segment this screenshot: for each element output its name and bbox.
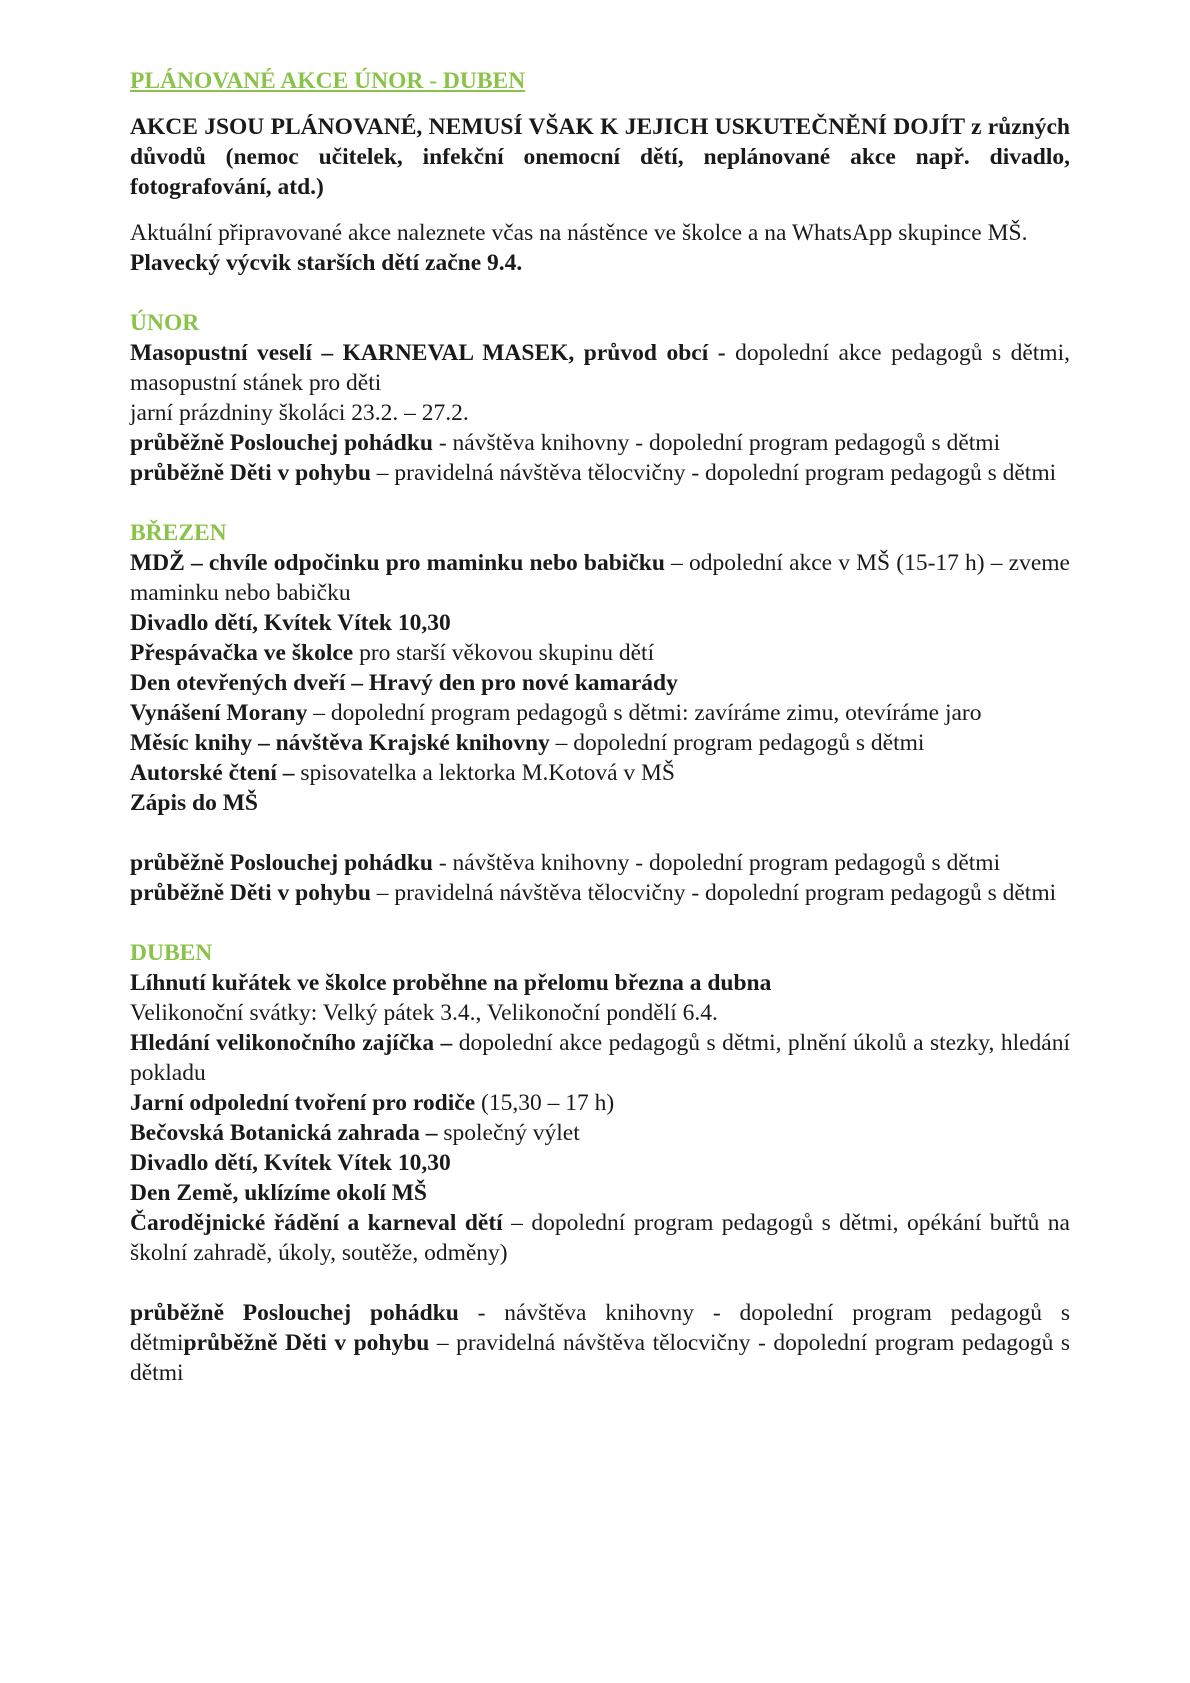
event-autorske-cteni: Autorské čtení – spisovatelka a lektorka M.Kotová v MŠ (130, 760, 675, 786)
document-page (130, 66, 1070, 1388)
section-heading-unor: ÚNOR (130, 310, 200, 336)
event-poslouchej: průběžně Poslouchej pohádku - návštěva knihovny - dopolední program pedagogů s dětmi (130, 430, 1001, 456)
event-kuratka: Líhnutí kuřátek ve školce proběhne na přelomu března a dubna (130, 970, 772, 996)
event-poslouchej: průběžně Poslouchej pohádku - návštěva knihovny - dopolední program pedagogů s dětmi (130, 850, 1001, 876)
event-prespavacka: Přespávačka ve školce pro starší věkovou skupinu dětí (130, 640, 655, 666)
event-masopust: Masopustní veselí – KARNEVAL MASEK, průvod obcí - dopolední akce pedagogů s dětmi, masopustní stánek pro děti (130, 340, 1070, 396)
intro-disclaimer: AKCE JSOU PLÁNOVANÉ, NEMUSÍ VŠAK K JEJICH USKUTEČNĚNÍ DOJÍT z různých důvodů (nemoc učitelek, infekční onemocní dětí, neplánované akce např. divadlo, fotografování, atd.) (130, 114, 1070, 200)
event-carodejnice: Čarodějnické řádění a karneval dětí – dopolední program pedagogů s dětmi, opékání buřtů na školní zahradě, úkoly, soutěže, odměny) (130, 1210, 1070, 1266)
event-mesic-knihy: Měsíc knihy – návštěva Krajské knihovny – dopolední program pedagogů s dětmi (130, 730, 925, 756)
intro-info: Aktuální připravované akce naleznete včas na nástěnce ve školce a na WhatsApp skupince MŠ. (130, 220, 1028, 246)
event-zahrada: Bečovská Botanická zahrada – společný výlet (130, 1120, 580, 1146)
event-divadlo: Divadlo dětí, Kvítek Vítek 10,30 (130, 610, 451, 636)
event-mdz: MDŽ – chvíle odpočinku pro maminku nebo babičku – odpolední akce v MŠ (15-17 h) – zveme maminku nebo babičku (130, 550, 1070, 606)
event-zajicek: Hledání velikonočního zajíčka – dopolední akce pedagogů s dětmi, plnění úkolů a stezky, hledání pokladu (130, 1030, 1070, 1086)
event-tvoreni: Jarní odpolední tvoření pro rodiče (15,30 – 17 h) (130, 1090, 615, 1116)
event-den-otevrenych: Den otevřených dveří – Hravý den pro nové kamarády (130, 670, 678, 696)
event-zapis: Zápis do MŠ (130, 790, 258, 816)
event-pohyb: průběžně Děti v pohybu – pravidelná návštěva tělocvičny - dopolední program pedagogů s dětmi (130, 460, 1057, 486)
event-divadlo: Divadlo dětí, Kvítek Vítek 10,30 (130, 1150, 451, 1176)
event-prazdniny: jarní prázdniny školáci 23.2. – 27.2. (130, 400, 469, 426)
section-heading-duben: DUBEN (130, 940, 213, 966)
event-svatky: Velikonoční svátky: Velký pátek 3.4., Velikonoční pondělí 6.4. (130, 1000, 718, 1026)
event-den-zeme: Den Země, uklízíme okolí MŠ (130, 1180, 427, 1206)
event-poslouchej-pohyb: průběžně Poslouchej pohádku - návštěva knihovny - dopolední program pedagogů s dětmiprůběžně Děti v pohybu – pravidelná návštěva tělocvičny - dopolední program pedagogů s dětmi (130, 1300, 1070, 1386)
event-pohyb: průběžně Děti v pohybu – pravidelná návštěva tělocvičny - dopolední program pedagogů s dětmi (130, 880, 1057, 906)
section-heading-brezen: BŘEZEN (130, 520, 227, 546)
event-morana: Vynášení Morany – dopolední program pedagogů s dětmi: zavíráme zimu, otevíráme jaro (130, 700, 982, 726)
page-title: PLÁNOVANÉ AKCE ÚNOR - DUBEN (130, 68, 526, 94)
intro-swim: Plavecký výcvik starších dětí začne 9.4. (130, 250, 523, 276)
